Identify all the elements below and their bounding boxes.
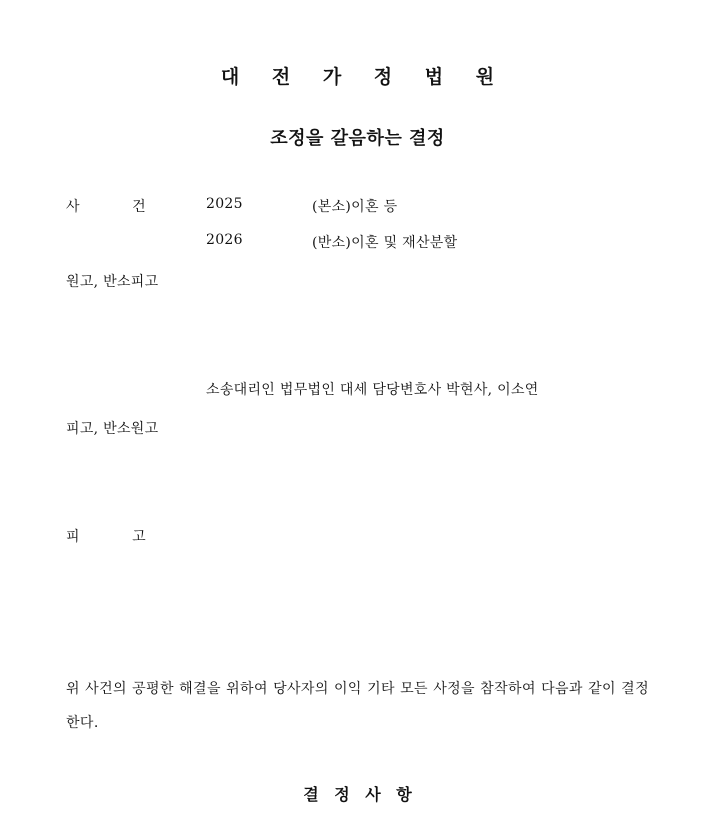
plaintiff-counsel: 소송대리인 법무법인 대세 담당변호사 박현사, 이소연 bbox=[206, 382, 539, 398]
defendant2-label bbox=[66, 526, 146, 546]
decision-items-heading: 결 정 사 항 bbox=[303, 785, 417, 804]
case-number-1: 2025 bbox=[206, 196, 243, 212]
defendant-label: 피고, 반소원고 bbox=[66, 421, 159, 437]
case-label-char-1: 사 bbox=[66, 199, 80, 215]
case-name-2: (반소)이혼 및 재산분할 bbox=[312, 235, 458, 251]
case-number-2: 2026 bbox=[206, 232, 243, 248]
court-name: 대 전 가 정 법 원 bbox=[220, 66, 508, 88]
defendant2-label-char-1: 피 bbox=[66, 529, 80, 545]
case-label bbox=[66, 196, 146, 216]
plaintiff-label: 원고, 반소피고 bbox=[66, 274, 159, 290]
case-label-char-2: 건 bbox=[132, 199, 146, 215]
decision-preamble: 위 사건의 공평한 해결을 위하여 당사자의 이익 기타 모든 사정을 참작하여 다음과 같이 결정한다. bbox=[66, 681, 649, 731]
case-name-1: (본소)이혼 등 bbox=[312, 199, 398, 215]
defendant2-label-char-2: 고 bbox=[132, 529, 146, 545]
decision-title: 조정을 갈음하는 결정 bbox=[270, 128, 445, 149]
